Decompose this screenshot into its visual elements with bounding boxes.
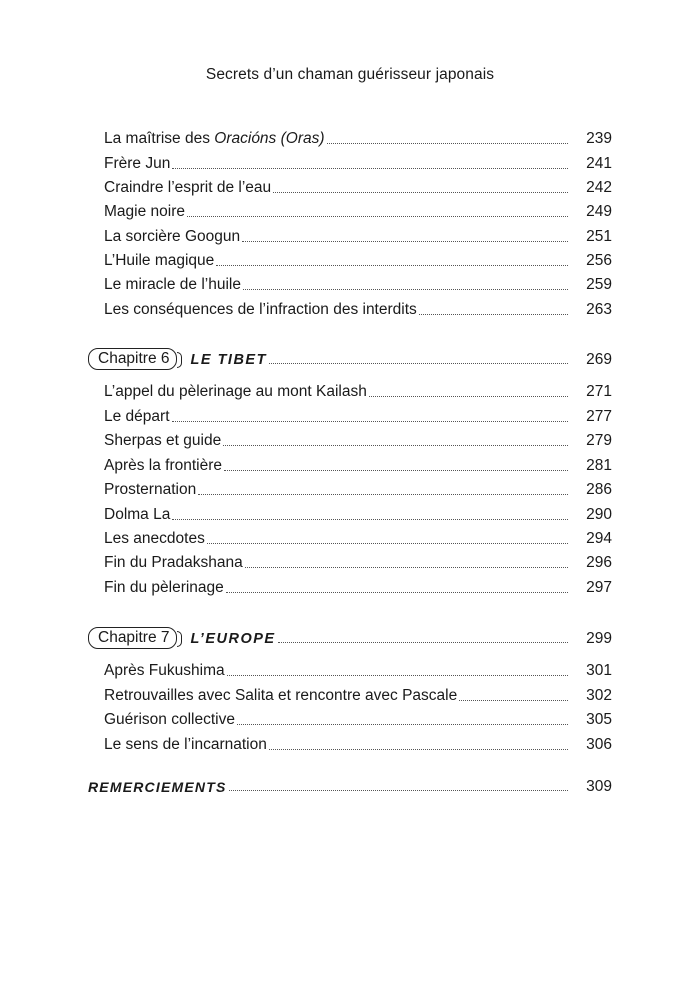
toc-entry[interactable]	[104, 251, 612, 271]
toc-entry-page: 263	[586, 301, 612, 318]
leader-dots	[243, 289, 568, 290]
toc-entry-label: La maîtrise des Oraciónѕ (Oras)	[104, 130, 325, 147]
leader-dots	[229, 790, 569, 791]
toc-entry[interactable]	[104, 456, 612, 476]
leader-dots	[216, 265, 568, 266]
chapter-title: L’EUROPE	[190, 631, 276, 647]
leader-dots	[327, 143, 568, 144]
toc-entry[interactable]	[104, 407, 612, 427]
chapter-page: 299	[586, 630, 612, 647]
toc-entry[interactable]	[104, 275, 612, 295]
leader-dots	[278, 642, 568, 643]
toc-entry[interactable]	[104, 480, 612, 500]
remerciements-title: REMERCIEMENTS	[88, 779, 227, 795]
toc-entry-label: Magie noire	[104, 203, 185, 220]
leader-dots	[269, 749, 568, 750]
toc-entry-label: Dolma La	[104, 506, 171, 523]
toc-entry-page: 251	[586, 228, 612, 245]
leader-dots	[172, 168, 568, 169]
leader-dots	[207, 543, 568, 544]
toc-entry-page: 296	[586, 554, 612, 571]
leader-dots	[242, 241, 568, 242]
toc-entry-label: Sherpas et guide	[104, 432, 222, 449]
chapter-badge: Chapitre 7	[88, 627, 177, 649]
toc-entry-label: Les conséquences de l’infraction des interdits	[104, 301, 417, 318]
leader-dots	[224, 470, 568, 471]
toc-entry-page: 249	[586, 203, 612, 220]
toc-entry-page: 271	[586, 383, 612, 400]
toc-entry[interactable]	[104, 300, 612, 320]
toc-entry-label: Fin du Pradakshana	[104, 554, 243, 571]
toc-entry[interactable]	[104, 578, 612, 598]
leader-dots	[419, 314, 568, 315]
toc-entry-label: Prosternation	[104, 481, 197, 498]
toc-entry-label: Retrouvailles avec Salita et rencontre avec Pascale	[104, 687, 458, 704]
leader-dots	[369, 396, 568, 397]
leader-dots	[269, 363, 568, 364]
toc-entry-label: Les anecdotes	[104, 530, 205, 547]
toc-entry-page: 306	[586, 736, 612, 753]
chapter-heading[interactable]	[88, 346, 612, 370]
toc-entry-page: 256	[586, 252, 612, 269]
toc-entry-page: 242	[586, 179, 612, 196]
leader-dots	[223, 445, 568, 446]
chapter-page: 269	[586, 351, 612, 368]
toc-entry-page: 241	[586, 155, 612, 172]
remerciements-entry[interactable]	[88, 777, 612, 797]
chapter-title: LE TIBET	[190, 352, 267, 368]
toc-entry-label: L’appel du pèlerinage au mont Kailash	[104, 383, 367, 400]
toc-entry-label: Le départ	[104, 408, 170, 425]
toc-entry-page: 305	[586, 711, 612, 728]
toc-entry[interactable]	[104, 382, 612, 402]
toc-entry-label: Le sens de l’incarnation	[104, 736, 267, 753]
toc-entry[interactable]	[104, 686, 612, 706]
toc-entry[interactable]	[104, 529, 612, 549]
toc-entry[interactable]	[104, 710, 612, 730]
toc-entry-page: 302	[586, 687, 612, 704]
toc-entry-page: 301	[586, 662, 612, 679]
toc-entry-page: 277	[586, 408, 612, 425]
running-header: Secrets d’un chaman guérisseur japonais	[205, 66, 495, 83]
toc-entry-label: La sorcière Googun	[104, 228, 241, 245]
toc-entry-page: 290	[586, 506, 612, 523]
toc-entry-label: Le miracle de l’huile	[104, 276, 241, 293]
leader-dots	[226, 592, 568, 593]
toc-entry-label: Guérison collective	[104, 711, 235, 728]
leader-dots	[273, 192, 568, 193]
toc-entry-label: Craindre l’esprit de l’eau	[104, 179, 272, 196]
toc-entry[interactable]	[104, 553, 612, 573]
leader-dots	[187, 216, 568, 217]
toc-entry-page: 294	[586, 530, 612, 547]
leader-dots	[198, 494, 568, 495]
toc-entry-page: 279	[586, 432, 612, 449]
leader-dots	[245, 567, 568, 568]
toc-entry-page: 239	[586, 130, 612, 147]
leader-dots	[227, 675, 568, 676]
toc-entry[interactable]	[104, 735, 612, 755]
toc-entry-label: L’Huile magique	[104, 252, 215, 269]
leader-dots	[172, 519, 568, 520]
chapter-badge: Chapitre 6	[88, 348, 177, 370]
toc-entry-label: Fin du pèlerinage	[104, 579, 224, 596]
chapter-heading[interactable]	[88, 625, 612, 649]
toc-entry[interactable]	[104, 505, 612, 525]
toc-entry[interactable]	[104, 154, 612, 174]
toc-entry-page: 259	[586, 276, 612, 293]
toc-entry-page: 286	[586, 481, 612, 498]
toc-entry-label: Après Fukushima	[104, 662, 225, 679]
toc-entry[interactable]	[104, 178, 612, 198]
toc-entry[interactable]	[104, 431, 612, 451]
toc-entry[interactable]	[104, 202, 612, 222]
toc-entry-page: 281	[586, 457, 612, 474]
toc-entry-label: Après la frontière	[104, 457, 223, 474]
leader-dots	[237, 724, 568, 725]
remerciements-page: 309	[586, 778, 612, 795]
toc-entry[interactable]	[104, 661, 612, 681]
toc-entry-page: 297	[586, 579, 612, 596]
toc-entry[interactable]	[104, 227, 612, 247]
leader-dots	[459, 700, 568, 701]
toc-entry-label: Frère Jun	[104, 155, 171, 172]
toc-entry[interactable]	[104, 129, 612, 149]
leader-dots	[172, 421, 569, 422]
